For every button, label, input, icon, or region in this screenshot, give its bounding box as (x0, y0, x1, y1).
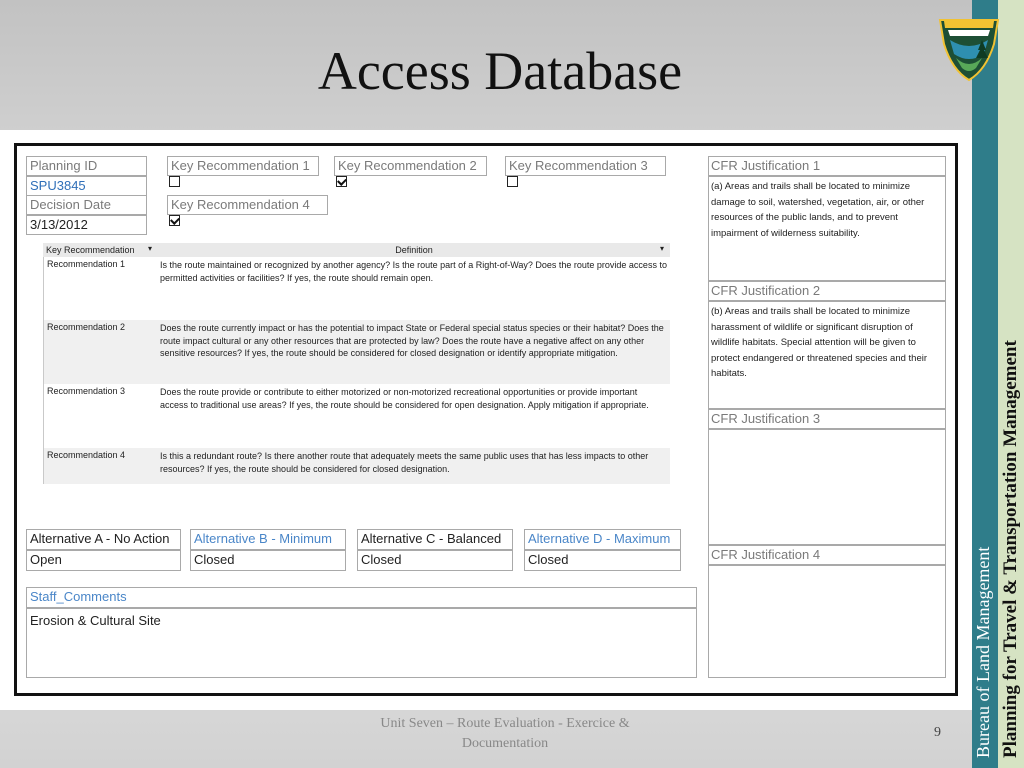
alternative-c-field[interactable]: Closed (357, 550, 513, 571)
key-rec-4-label: Key Recommendation 4 (167, 195, 328, 215)
decision-date-field[interactable]: 3/13/2012 (26, 215, 147, 235)
alternative-a-field[interactable]: Open (26, 550, 181, 571)
rec-name: Recommendation 4 (43, 448, 157, 484)
rec-name: Recommendation 3 (43, 384, 157, 448)
key-rec-1-checkbox[interactable] (169, 176, 180, 187)
cfr-justification-1-field[interactable]: (a) Areas and trails shall be located to minimize damage to soil, watershed, vegetation, air, or other resources of the public lands, and to prevent impairment of wilderness suitability. (708, 176, 946, 281)
cfr-justification-4-field[interactable] (708, 565, 946, 678)
key-rec-2-label: Key Recommendation 2 (334, 156, 487, 176)
cfr-justification-1-label: CFR Justification 1 (708, 156, 946, 176)
staff-comments-field[interactable]: Erosion & Cultural Site (26, 608, 697, 678)
sort-arrow-icon[interactable]: ▾ (148, 244, 153, 253)
column-header-definition[interactable]: Definition (395, 245, 433, 255)
alternative-a-label: Alternative A - No Action (26, 529, 181, 550)
table-row[interactable] (43, 320, 670, 384)
cfr-justification-4-label: CFR Justification 4 (708, 545, 946, 565)
cfr-justification-2-label: CFR Justification 2 (708, 281, 946, 301)
table-row[interactable] (43, 448, 670, 484)
table-row[interactable] (43, 384, 670, 448)
page-number: 9 (934, 725, 941, 740)
staff-comments-label: Staff_Comments (26, 587, 697, 608)
table-row[interactable] (43, 257, 670, 320)
rec-name: Recommendation 2 (43, 320, 157, 384)
access-form (14, 143, 958, 696)
table-header (43, 243, 670, 257)
planning-id-label: Planning ID (26, 156, 147, 176)
recommendation-table (43, 243, 670, 488)
key-rec-3-label: Key Recommendation 3 (505, 156, 666, 176)
key-rec-4-checkbox[interactable] (169, 215, 180, 226)
rec-definition: Does the route provide or contribute to either motorized or non-motorized recreational opportunities or provide important access to traditional use areas? If yes, the route should be considered for open designation. Apply mitigation if appropriate. (160, 387, 649, 410)
cfr-justification-3-label: CFR Justification 3 (708, 409, 946, 429)
alternative-b-field[interactable]: Closed (190, 550, 346, 571)
alternative-d-field[interactable]: Closed (524, 550, 681, 571)
planning-id-field[interactable]: SPU3845 (26, 176, 147, 196)
rec-name: Recommendation 1 (43, 257, 157, 320)
alternative-c-label: Alternative C - Balanced (357, 529, 513, 550)
key-rec-2-checkbox[interactable] (336, 176, 347, 187)
column-header-key-recommendation[interactable]: Key Recommendation (46, 245, 135, 255)
slide-title: Access Database (317, 41, 683, 101)
rec-definition: Is the route maintained or recognized by another agency? Is the route part of a Right-of-Way? Does the route provide access to permitted activities or facilities? If yes, the route should remain open. (160, 260, 667, 283)
key-rec-1-label: Key Recommendation 1 (167, 156, 319, 176)
cfr-justification-3-field[interactable] (708, 429, 946, 545)
alternative-d-label: Alternative D - Maximum (524, 529, 681, 550)
sort-arrow-icon[interactable]: ▾ (660, 244, 665, 253)
key-rec-3-checkbox[interactable] (507, 176, 518, 187)
rec-definition: Is this a redundant route? Is there another route that adequately meets the same public uses that has less impacts to other resources? If yes, the route should be considered for closed designation. (160, 451, 649, 474)
cfr-justification-2-field[interactable]: (b) Areas and trails shall be located to minimize harassment of wildlife or significant disruption of wildlife habitats. Special attention will be given to protect endangered or threatened species and their habitats. (708, 301, 946, 409)
blm-shield-logo-icon (936, 14, 1002, 84)
decision-date-label: Decision Date (26, 195, 147, 215)
rec-definition: Does the route currently impact or has the potential to impact State or Federal special status species or their habitat? Does the route impact cultural or any other resources that are protected by law? Does the route have a negative affect on any other sensitive resources? If yes, the route should be considered for closed designation or identify appropriate mitigation. (160, 323, 664, 358)
slide-footer: Unit Seven – Route Evaluation - Exercice & Documentation (380, 716, 630, 751)
sidebar-course-title: Planning for Travel & Transportation Management (1000, 340, 1021, 758)
alternative-b-label: Alternative B - Minimum (190, 529, 346, 550)
sidebar-agency-name: Bureau of Land Management (973, 546, 993, 758)
